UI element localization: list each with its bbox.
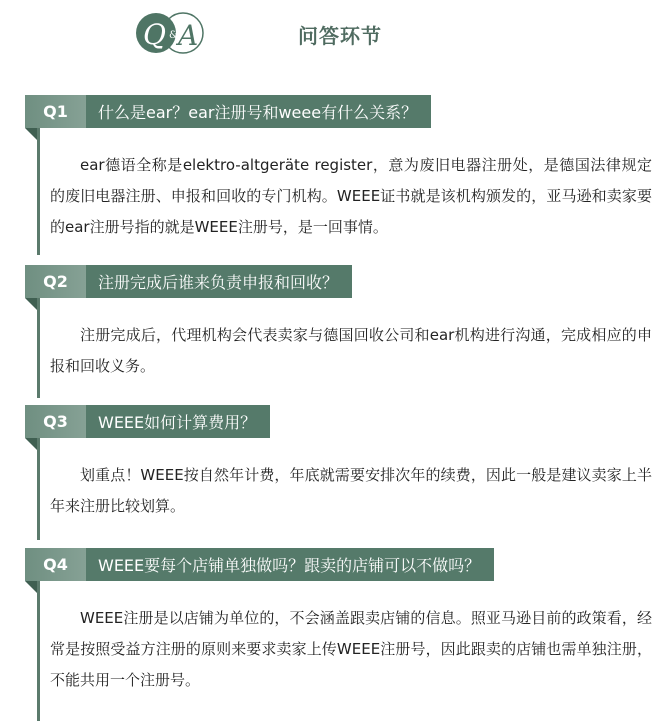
answer-text: WEEE注册是以店铺为单位的，不会涵盖跟卖店铺的信息。照亚马逊目前的政策看，经常是按照受益方注册的原则来要求卖家上传WEEE注册号，因此跟卖的店铺也需单独注册，不能共用一个注册号。 xyxy=(50,609,652,689)
question-bar xyxy=(25,265,352,298)
question-number: Q2 xyxy=(25,265,86,298)
page-title: 问答环节 xyxy=(298,24,382,48)
question-title: WEEE如何计算费用？ xyxy=(86,405,270,438)
question-bar xyxy=(25,95,431,128)
svg-text:&: & xyxy=(169,30,178,41)
question-title: 什么是ear？ear注册号和weee有什么关系？ xyxy=(86,95,431,128)
question-number: Q3 xyxy=(25,405,86,438)
question-bar xyxy=(25,405,270,438)
left-rule xyxy=(37,581,40,721)
left-rule xyxy=(37,438,40,540)
svg-text:Q: Q xyxy=(143,18,166,51)
left-rule xyxy=(37,128,40,255)
left-rule xyxy=(37,298,40,398)
question-bar xyxy=(25,548,494,581)
answer-text: 划重点！WEEE按自然年计费，年底就需要安排次年的续费，因此一般是建议卖家上半年来注册比较划算。 xyxy=(50,466,652,515)
qa-logo xyxy=(135,12,207,54)
answer-text: 注册完成后，代理机构会代表卖家与德国回收公司和ear机构进行沟通，完成相应的申报和回收义务。 xyxy=(50,326,652,375)
question-title: WEEE要每个店铺单独做吗？跟卖的店铺可以不做吗？ xyxy=(86,548,494,581)
svg-text:A: A xyxy=(178,19,199,52)
question-number: Q1 xyxy=(25,95,86,128)
question-number: Q4 xyxy=(25,548,86,581)
answer-text: ear德语全称是elektro-altgeräte register，意为废旧电器注册处，是德国法律规定的废旧电器注册、申报和回收的专门机构。WEEE证书就是该机构颁发的，亚马逊和卖家要的ear注册号指的就是WEEE注册号，是一回事情。 xyxy=(50,156,652,236)
question-title: 注册完成后谁来负责申报和回收？ xyxy=(86,265,352,298)
